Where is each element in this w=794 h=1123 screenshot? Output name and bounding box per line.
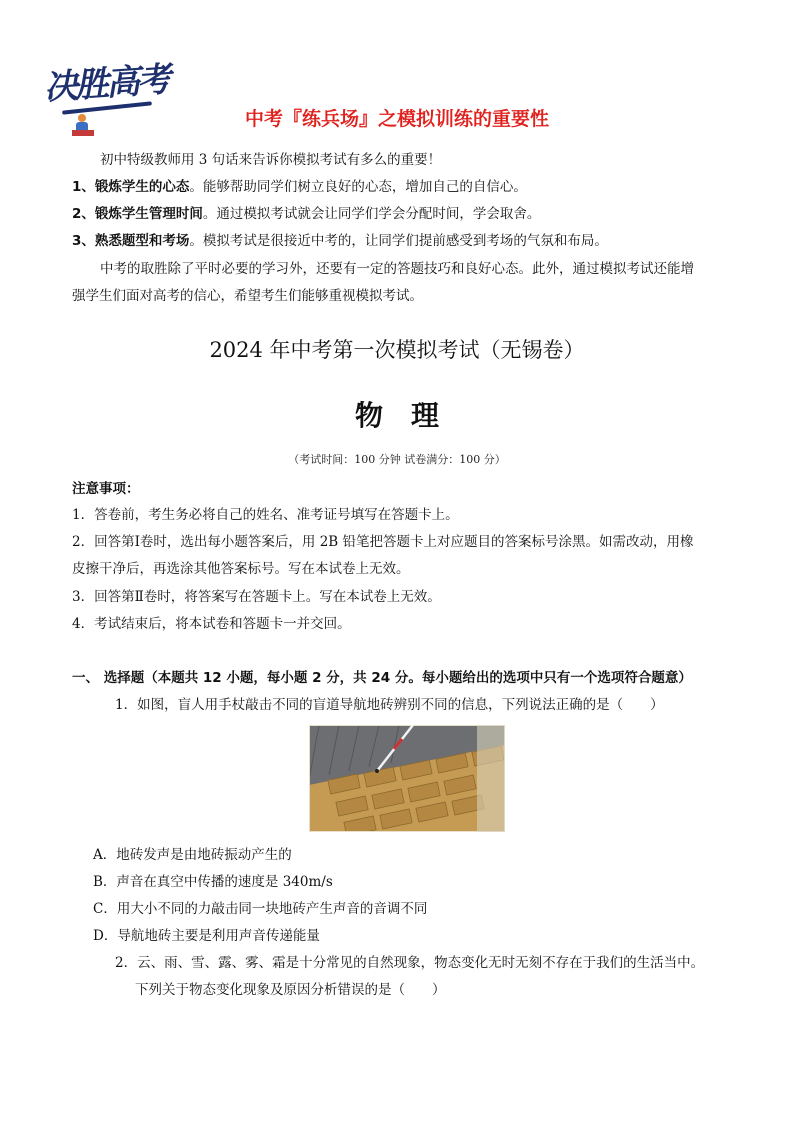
notes-item-1: 1．答卷前，考生务必将自己的姓名、准考证号填写在答题卡上。 [72, 507, 459, 523]
exam-subject: 物理 [354, 399, 467, 432]
q1-option-d: D．导航地砖主要是利用声音传递能量 [93, 928, 320, 944]
notes-heading: 注意事项： [72, 481, 140, 497]
q2-stem-line2: 下列关于物态变化现象及原因分析错误的是（ ） [135, 982, 446, 998]
exam-title: 2024 年中考第一次模拟考试（无锡卷） [209, 338, 585, 362]
q1-stem: 1．如图，盲人用手杖敲击不同的盲道导航地砖辨别不同的信息，下列说法正确的是（ ） [115, 697, 664, 713]
section-title: 一、 选择题（本题共 12 小题，每小题 2 分，共 24 分。每小题给出的选项中只有一个选项符合题意） [72, 670, 692, 686]
notes-item-3: 3．回答第Ⅱ卷时，将答案写在答题卡上。写在本试卷上无效。 [72, 589, 441, 605]
q2-stem-line1: 2．云、雨、雪、露、雾、霜是十分常见的自然现象，物态变化无时无刻不存在于我们的生活当中。 [115, 955, 705, 971]
promo-closing-line2: 强学生们面对高考的信心，希望考生们能够重视模拟考试。 [72, 288, 423, 304]
logo-text: 决胜高考 [42, 59, 170, 109]
q1-option-b: B．声音在真空中传播的速度是 340m/s [93, 874, 333, 890]
notes-item-2: 2．回答第Ⅰ卷时，选出每小题答案后，用 2B 铅笔把答题卡上对应题目的答案标号涂黑。如需改动，用橡 [72, 534, 694, 550]
q1-option-c: C．用大小不同的力敲击同一块地砖产生声音的音调不同 [93, 901, 428, 917]
promo-title: 中考『练兵场』之模拟训练的重要性 [244, 108, 549, 130]
notes-item-2-cont: 皮擦干净后，再选涂其他答案标号。写在本试卷上无效。 [72, 561, 410, 577]
promo-point-2: 2、锻炼学生管理时间。通过模拟考试就会让同学们学会分配时间，学会取舍。 [72, 206, 541, 222]
promo-point-3: 3、熟悉题型和考场。模拟考试是很接近中考的，让同学们提前感受到考场的气氛和布局。 [72, 233, 608, 249]
promo-point-1: 1、锻炼学生的心态。能够帮助同学们树立良好的心态，增加自己的自信心。 [72, 179, 527, 195]
q1-option-a: A．地砖发声是由地砖振动产生的 [93, 847, 292, 863]
tactile-paving-photo [309, 725, 505, 832]
notes-item-4: 4．考试结束后，将本试卷和答题卡一并交回。 [72, 616, 351, 632]
exam-info: （考试时间：100 分钟 试卷满分：100 分） [288, 453, 506, 466]
promo-intro: 初中特级教师用 3 句话来告诉你模拟考试有多么的重要！ [100, 152, 442, 168]
promo-closing-line1: 中考的取胜除了平时必要的学习外，还要有一定的答题技巧和良好心态。此外，通过模拟考试还能增 [100, 261, 694, 277]
